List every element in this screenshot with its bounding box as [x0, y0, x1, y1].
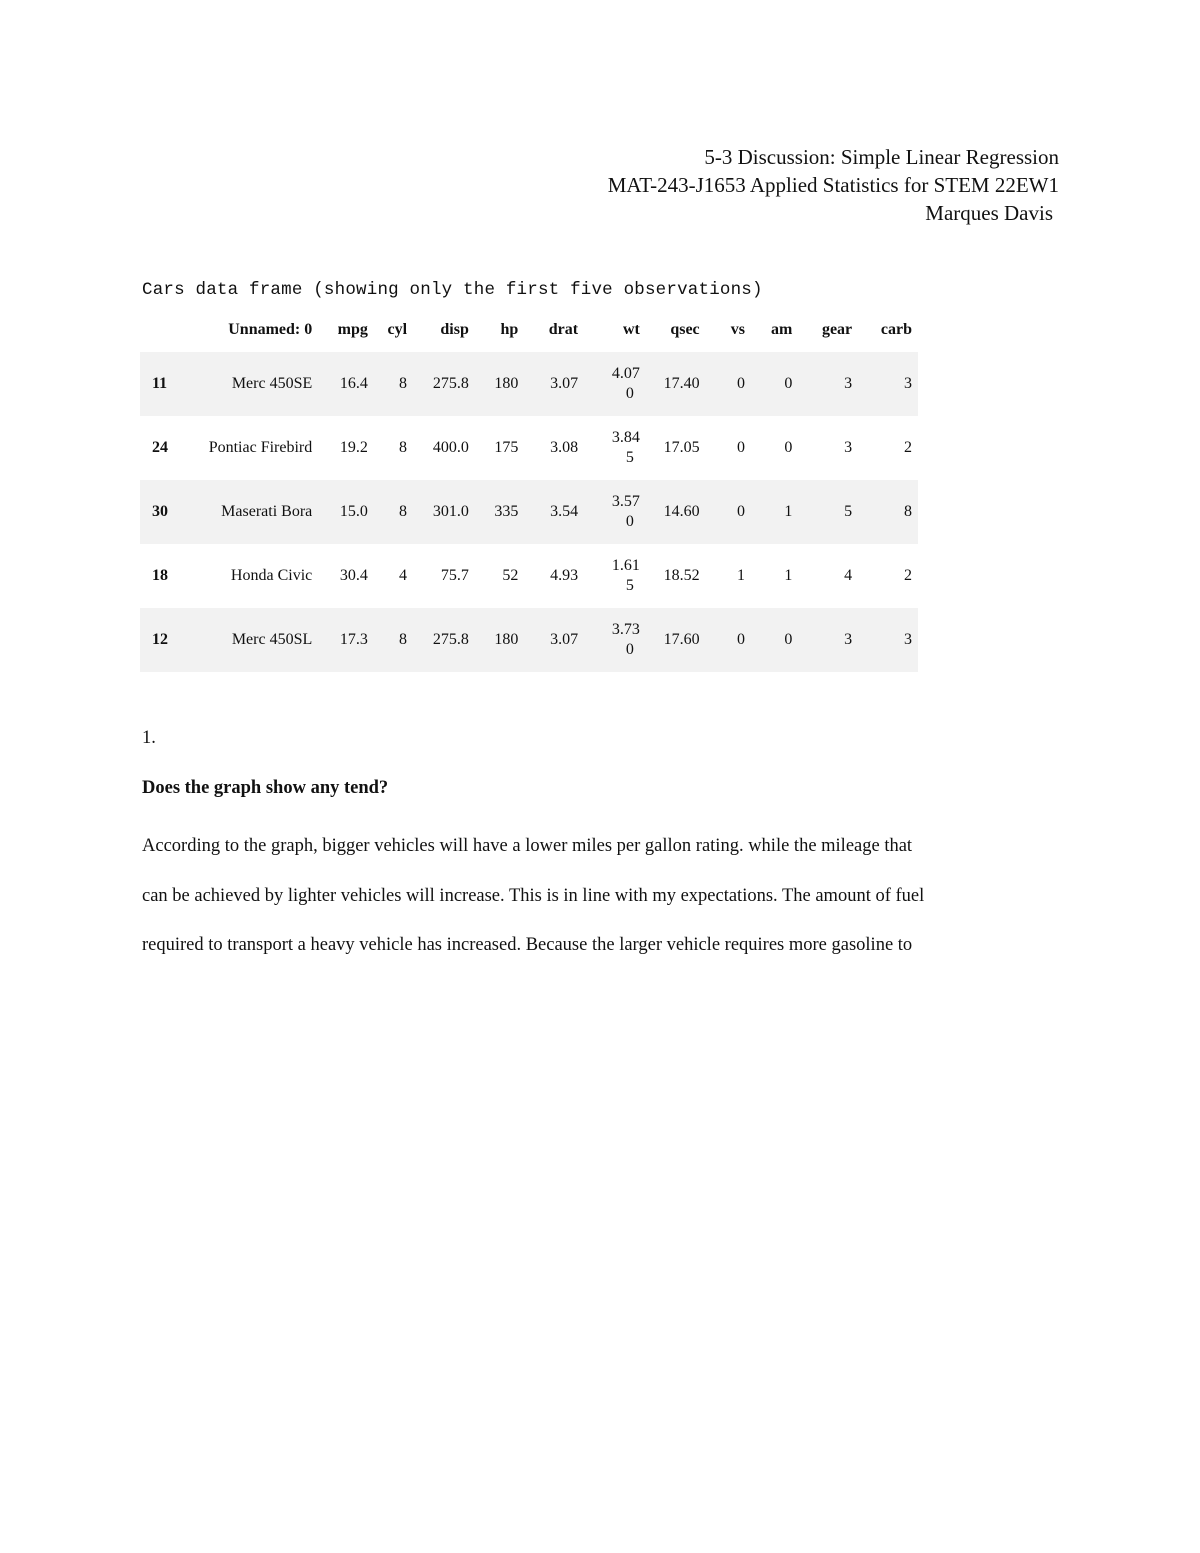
cell-wt-line-1: 4.07	[611, 365, 640, 382]
cell-wt-line-1: 3.73	[611, 621, 640, 638]
cell-carb: 3	[904, 375, 912, 392]
column-header-disp: disp	[440, 321, 469, 338]
column-header-cyl: cyl	[387, 321, 408, 338]
answer-line: According to the graph, bigger vehicles will have a lower miles per gallon rating. while the mileage that	[142, 836, 913, 856]
cell-wt	[584, 352, 646, 416]
cell-qsec: 17.60	[663, 631, 700, 648]
column-header-carb: carb	[880, 321, 912, 338]
row-index: 18	[152, 567, 168, 584]
cell-am: 0	[784, 375, 793, 392]
column-header-hp: hp	[500, 321, 519, 338]
cell-wt-line-1: 1.61	[611, 557, 640, 574]
cell-cyl: 4	[399, 567, 408, 584]
table-row	[140, 352, 918, 416]
cell-drat: 3.08	[550, 439, 579, 456]
cell-vs: 0	[736, 631, 745, 648]
cell-am: 1	[784, 567, 793, 584]
cell-mpg: 19.2	[339, 439, 368, 456]
column-header-qsec: qsec	[670, 321, 700, 338]
cell-cyl: 8	[399, 439, 408, 456]
cell-name: Merc 450SE	[231, 375, 313, 392]
cell-hp: 180	[494, 631, 519, 648]
document-title: 5-3 Discussion: Simple Linear Regression	[704, 145, 1059, 169]
cell-wt-line-1: 3.57	[611, 493, 640, 510]
cell-mpg: 17.3	[339, 631, 368, 648]
course-name: MAT-243-J1653 Applied Statistics for STEM 22EW1	[607, 173, 1059, 197]
table-row	[140, 544, 918, 608]
table-row	[140, 608, 918, 672]
column-header-vs: vs	[730, 321, 745, 338]
cell-gear: 3	[844, 631, 853, 648]
cell-disp: 301.0	[432, 503, 469, 520]
cell-wt-line-2: 0	[625, 385, 634, 402]
cell-disp: 275.8	[432, 631, 469, 648]
column-header-mpg: mpg	[337, 321, 368, 338]
cell-mpg: 15.0	[339, 503, 368, 520]
cell-carb: 3	[904, 631, 912, 648]
cell-disp: 275.8	[432, 375, 469, 392]
data-frame-table	[140, 308, 918, 672]
cell-gear: 5	[844, 503, 853, 520]
cell-mpg: 16.4	[339, 375, 368, 392]
cell-hp: 180	[494, 375, 519, 392]
column-header-gear: gear	[821, 321, 853, 338]
row-index: 24	[152, 439, 168, 456]
column-header-wt: wt	[623, 321, 640, 338]
cell-qsec: 18.52	[663, 567, 700, 584]
cell-am: 1	[784, 503, 793, 520]
cell-name: Pontiac Firebird	[208, 439, 313, 456]
cell-wt-line-1: 3.84	[611, 429, 640, 446]
cell-drat: 4.93	[550, 567, 579, 584]
cell-wt	[584, 608, 646, 672]
cell-cyl: 8	[399, 503, 408, 520]
cell-qsec: 14.60	[663, 503, 700, 520]
column-header-drat: drat	[548, 321, 579, 338]
table-row	[140, 480, 918, 544]
cell-name: Maserati Bora	[221, 503, 313, 520]
table-caption: Cars data frame (showing only the first five observations)	[142, 280, 763, 300]
cell-hp: 52	[502, 567, 519, 584]
question-heading: Does the graph show any tend?	[142, 778, 389, 798]
row-index: 30	[152, 503, 168, 520]
cell-name: Merc 450SL	[231, 631, 313, 648]
cell-name: Honda Civic	[230, 567, 313, 584]
column-header-index	[140, 308, 187, 352]
cell-wt-line-2: 5	[625, 577, 634, 594]
cell-mpg: 30.4	[339, 567, 368, 584]
cell-gear: 4	[844, 567, 853, 584]
cell-cyl: 8	[399, 375, 408, 392]
cell-gear: 3	[844, 439, 853, 456]
column-header-am: am	[771, 321, 793, 338]
answer-paragraph	[142, 822, 1062, 971]
cell-disp: 75.7	[440, 567, 469, 584]
cell-qsec: 17.40	[663, 375, 700, 392]
cell-drat: 3.07	[550, 631, 579, 648]
cell-vs: 0	[736, 503, 745, 520]
answer-line: required to transport a heavy vehicle has increased. Because the larger vehicle requires more gasoline to	[142, 935, 913, 955]
cell-am: 0	[784, 439, 793, 456]
answer-line: can be achieved by lighter vehicles will increase. This is in line with my expectations. The amount of fuel	[142, 885, 925, 906]
row-index: 12	[152, 631, 168, 648]
cell-qsec: 17.05	[663, 439, 700, 456]
table-header-row	[140, 308, 918, 352]
cell-drat: 3.54	[550, 503, 579, 520]
cell-gear: 3	[844, 375, 853, 392]
cell-vs: 0	[736, 375, 745, 392]
cell-wt	[584, 480, 646, 544]
column-header-unnamed: Unnamed: 0	[228, 321, 313, 338]
cell-drat: 3.07	[550, 375, 579, 392]
cell-carb: 2	[904, 439, 912, 456]
cell-cyl: 8	[399, 631, 408, 648]
cell-vs: 0	[736, 439, 745, 456]
cell-carb: 8	[904, 503, 912, 520]
cell-wt	[584, 544, 646, 608]
cell-vs: 1	[736, 567, 745, 584]
cell-wt	[584, 416, 646, 480]
data-frame-table-wrapper	[140, 308, 918, 672]
cell-wt-line-2: 0	[625, 513, 634, 530]
document-header	[608, 143, 1059, 227]
cell-carb: 2	[904, 567, 912, 584]
author-name: Marques Davis	[925, 201, 1053, 225]
question-number: 1.	[142, 728, 156, 748]
cell-disp: 400.0	[432, 439, 469, 456]
cell-hp: 335	[494, 503, 519, 520]
cell-hp: 175	[494, 439, 519, 456]
cell-wt-line-2: 5	[625, 449, 634, 466]
cell-wt-line-2: 0	[625, 641, 634, 658]
cell-am: 0	[784, 631, 793, 648]
row-index: 11	[152, 375, 168, 392]
table-row	[140, 416, 918, 480]
